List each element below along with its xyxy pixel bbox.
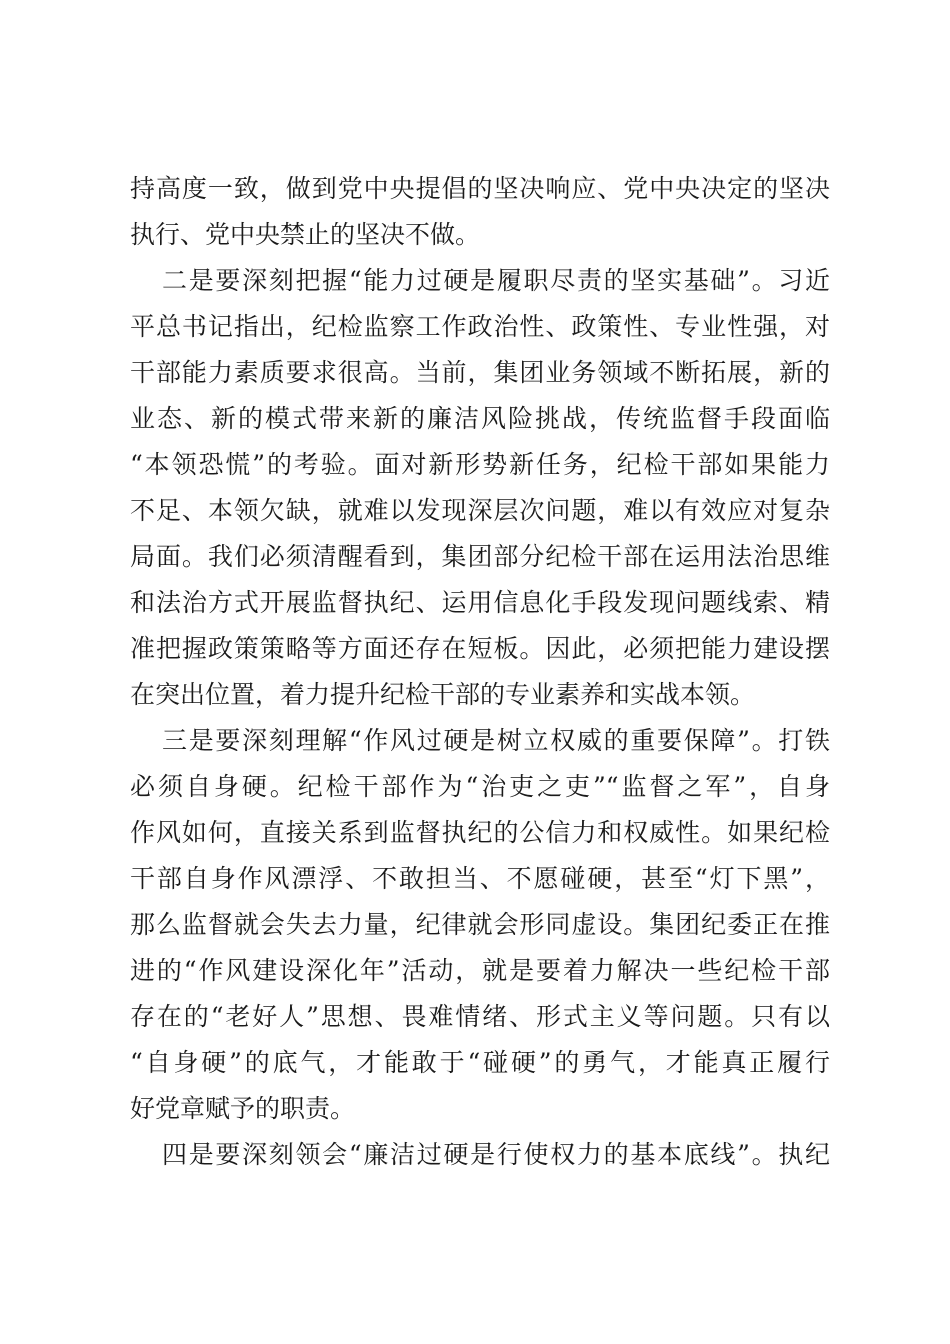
text-line: 三是要深刻理解“作风过硬是树立权威的重要保障”。打铁 — [162, 726, 830, 755]
text-line: 准把握政策策略等方面还存在短板。因此，必须把能力建设摆 — [130, 634, 830, 663]
text-line: 平总书记指出，纪检监察工作政治性、政策性、专业性强，对 — [130, 312, 830, 341]
text-line: 持高度一致，做到党中央提倡的坚决响应、党中央决定的坚决 — [130, 174, 830, 203]
text-line: 必须自身硬。纪检干部作为“治吏之吏”“监督之军”，自身 — [130, 772, 830, 801]
text-line: 存在的“老好人”思想、畏难情绪、形式主义等问题。只有以 — [130, 1002, 830, 1031]
text-line: 不足、本领欠缺，就难以发现深层次问题，难以有效应对复杂 — [130, 496, 830, 525]
text-line: 和法治方式开展监督执纪、运用信息化手段发现问题线索、精 — [130, 588, 830, 617]
text-line: 在突出位置，着力提升纪检干部的专业素养和实战本领。 — [130, 680, 756, 709]
text-line: 四是要深刻领会“廉洁过硬是行使权力的基本底线”。执纪 — [162, 1140, 830, 1169]
body-text — [130, 166, 830, 1178]
text-line: “自身硬”的底气，才能敢于“碰硬”的勇气，才能真正履行 — [130, 1048, 830, 1077]
text-line: 业态、新的模式带来新的廉洁风险挑战，传统监督手段面临 — [130, 404, 830, 433]
text-line: 进的“作风建设深化年”活动，就是要着力解决一些纪检干部 — [130, 956, 830, 985]
text-line: 二是要深刻把握“能力过硬是履职尽责的坚实基础”。习近 — [162, 266, 830, 295]
text-line: 干部能力素质要求很高。当前，集团业务领域不断拓展，新的 — [130, 358, 830, 387]
text-line: 那么监督就会失去力量，纪律就会形同虚设。集团纪委正在推 — [130, 910, 830, 939]
text-line: 干部自身作风漂浮、不敢担当、不愿碰硬，甚至“灯下黑”， — [130, 864, 830, 893]
text-line: 执行、党中央禁止的坚决不做。 — [130, 220, 481, 249]
text-line: “本领恐慌”的考验。面对新形势新任务，纪检干部如果能力 — [130, 450, 830, 479]
text-line: 好党章赋予的职责。 — [130, 1094, 356, 1123]
text-line: 作风如何，直接关系到监督执纪的公信力和权威性。如果纪检 — [130, 818, 830, 847]
text-line: 局面。我们必须清醒看到，集团部分纪检干部在运用法治思维 — [130, 542, 830, 571]
